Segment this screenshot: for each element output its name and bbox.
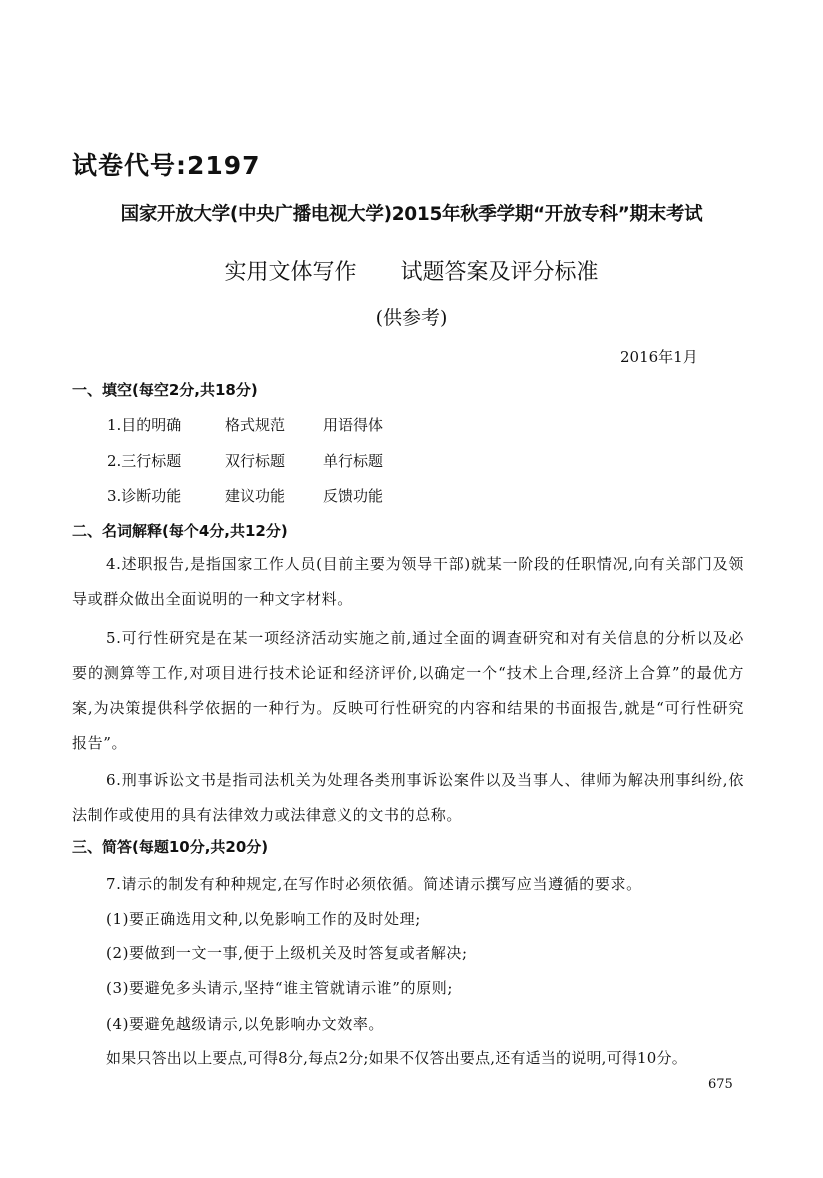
answer-point: (2)要做到一文一事,便于上级机关及时答复或者解决; xyxy=(106,944,468,962)
answer-q4: 4.述职报告,是指国家工作人员(目前主要为领导干部)就某一阶段的任职情况,向有关部门及领导或群众做出全面说明的一种文字材料。 xyxy=(72,555,744,608)
fill-answer: 双行标题 xyxy=(225,452,286,470)
fill-answer: 格式规范 xyxy=(225,416,286,434)
fill-answer: 1.目的明确 xyxy=(107,416,182,434)
scoring-note: 如果只答出以上要点,可得8分,每点2分;如果不仅答出要点,还有适当的说明,可得10分。 xyxy=(106,1049,687,1067)
answer-point: (3)要避免多头请示,坚持“谁主管就请示谁”的原则; xyxy=(106,979,454,997)
answer-q5: 5.可行性研究是在某一项经济活动实施之前,通过全面的调查研究和对有关信息的分析以及必要的测算等工作,对项目进行技术论证和经济评价,以确定一个“技术上合理,经济上合算”的最优方案,为决策提供科学依据的一种行为。反映可行性研究的内容和结果的书面报告,就是“可行性研究报告”。 xyxy=(72,629,744,752)
fill-row xyxy=(107,450,383,471)
section-2-heading: 二、名词解释(每个4分,共12分) xyxy=(72,522,288,540)
fill-row xyxy=(107,485,383,506)
fill-answer: 2.三行标题 xyxy=(107,452,182,470)
exam-date: 2016年1月 xyxy=(620,348,698,366)
answer-point: (1)要正确选用文种,以免影响工作的及时处理; xyxy=(106,910,421,928)
paper-code: 试卷代号:2197 xyxy=(72,151,261,180)
question-q7: 7.请示的制发有种种规定,在写作时必须依循。简述请示撰写应当遵循的要求。 xyxy=(106,875,642,893)
fill-answer: 反馈功能 xyxy=(323,487,384,505)
section-1-heading: 一、填空(每空2分,共18分) xyxy=(72,381,258,399)
answer-point: (4)要避免越级请示,以免影响办文效率。 xyxy=(106,1015,385,1033)
fill-answer: 建议功能 xyxy=(225,487,286,505)
fill-answer: 单行标题 xyxy=(323,452,384,470)
answer-q6: 6.刑事诉讼文书是指司法机关为处理各类刑事诉讼案件以及当事人、律师为解决刑事纠纷,依法制作或使用的具有法律效力或法律意义的文书的总称。 xyxy=(72,771,744,824)
fill-answer: 用语得体 xyxy=(323,416,384,434)
section-3-heading: 三、简答(每题10分,共20分) xyxy=(72,838,269,856)
exam-title: 国家开放大学(中央广播电视大学)2015年秋季学期“开放专科”期末考试 xyxy=(120,204,703,225)
reference-note: (供参考) xyxy=(375,307,448,329)
page-number: 675 xyxy=(708,1077,733,1092)
fill-row xyxy=(107,414,383,435)
fill-answer: 3.诊断功能 xyxy=(107,487,182,505)
subject-title: 实用文体写作 试题答案及评分标准 xyxy=(224,260,599,285)
